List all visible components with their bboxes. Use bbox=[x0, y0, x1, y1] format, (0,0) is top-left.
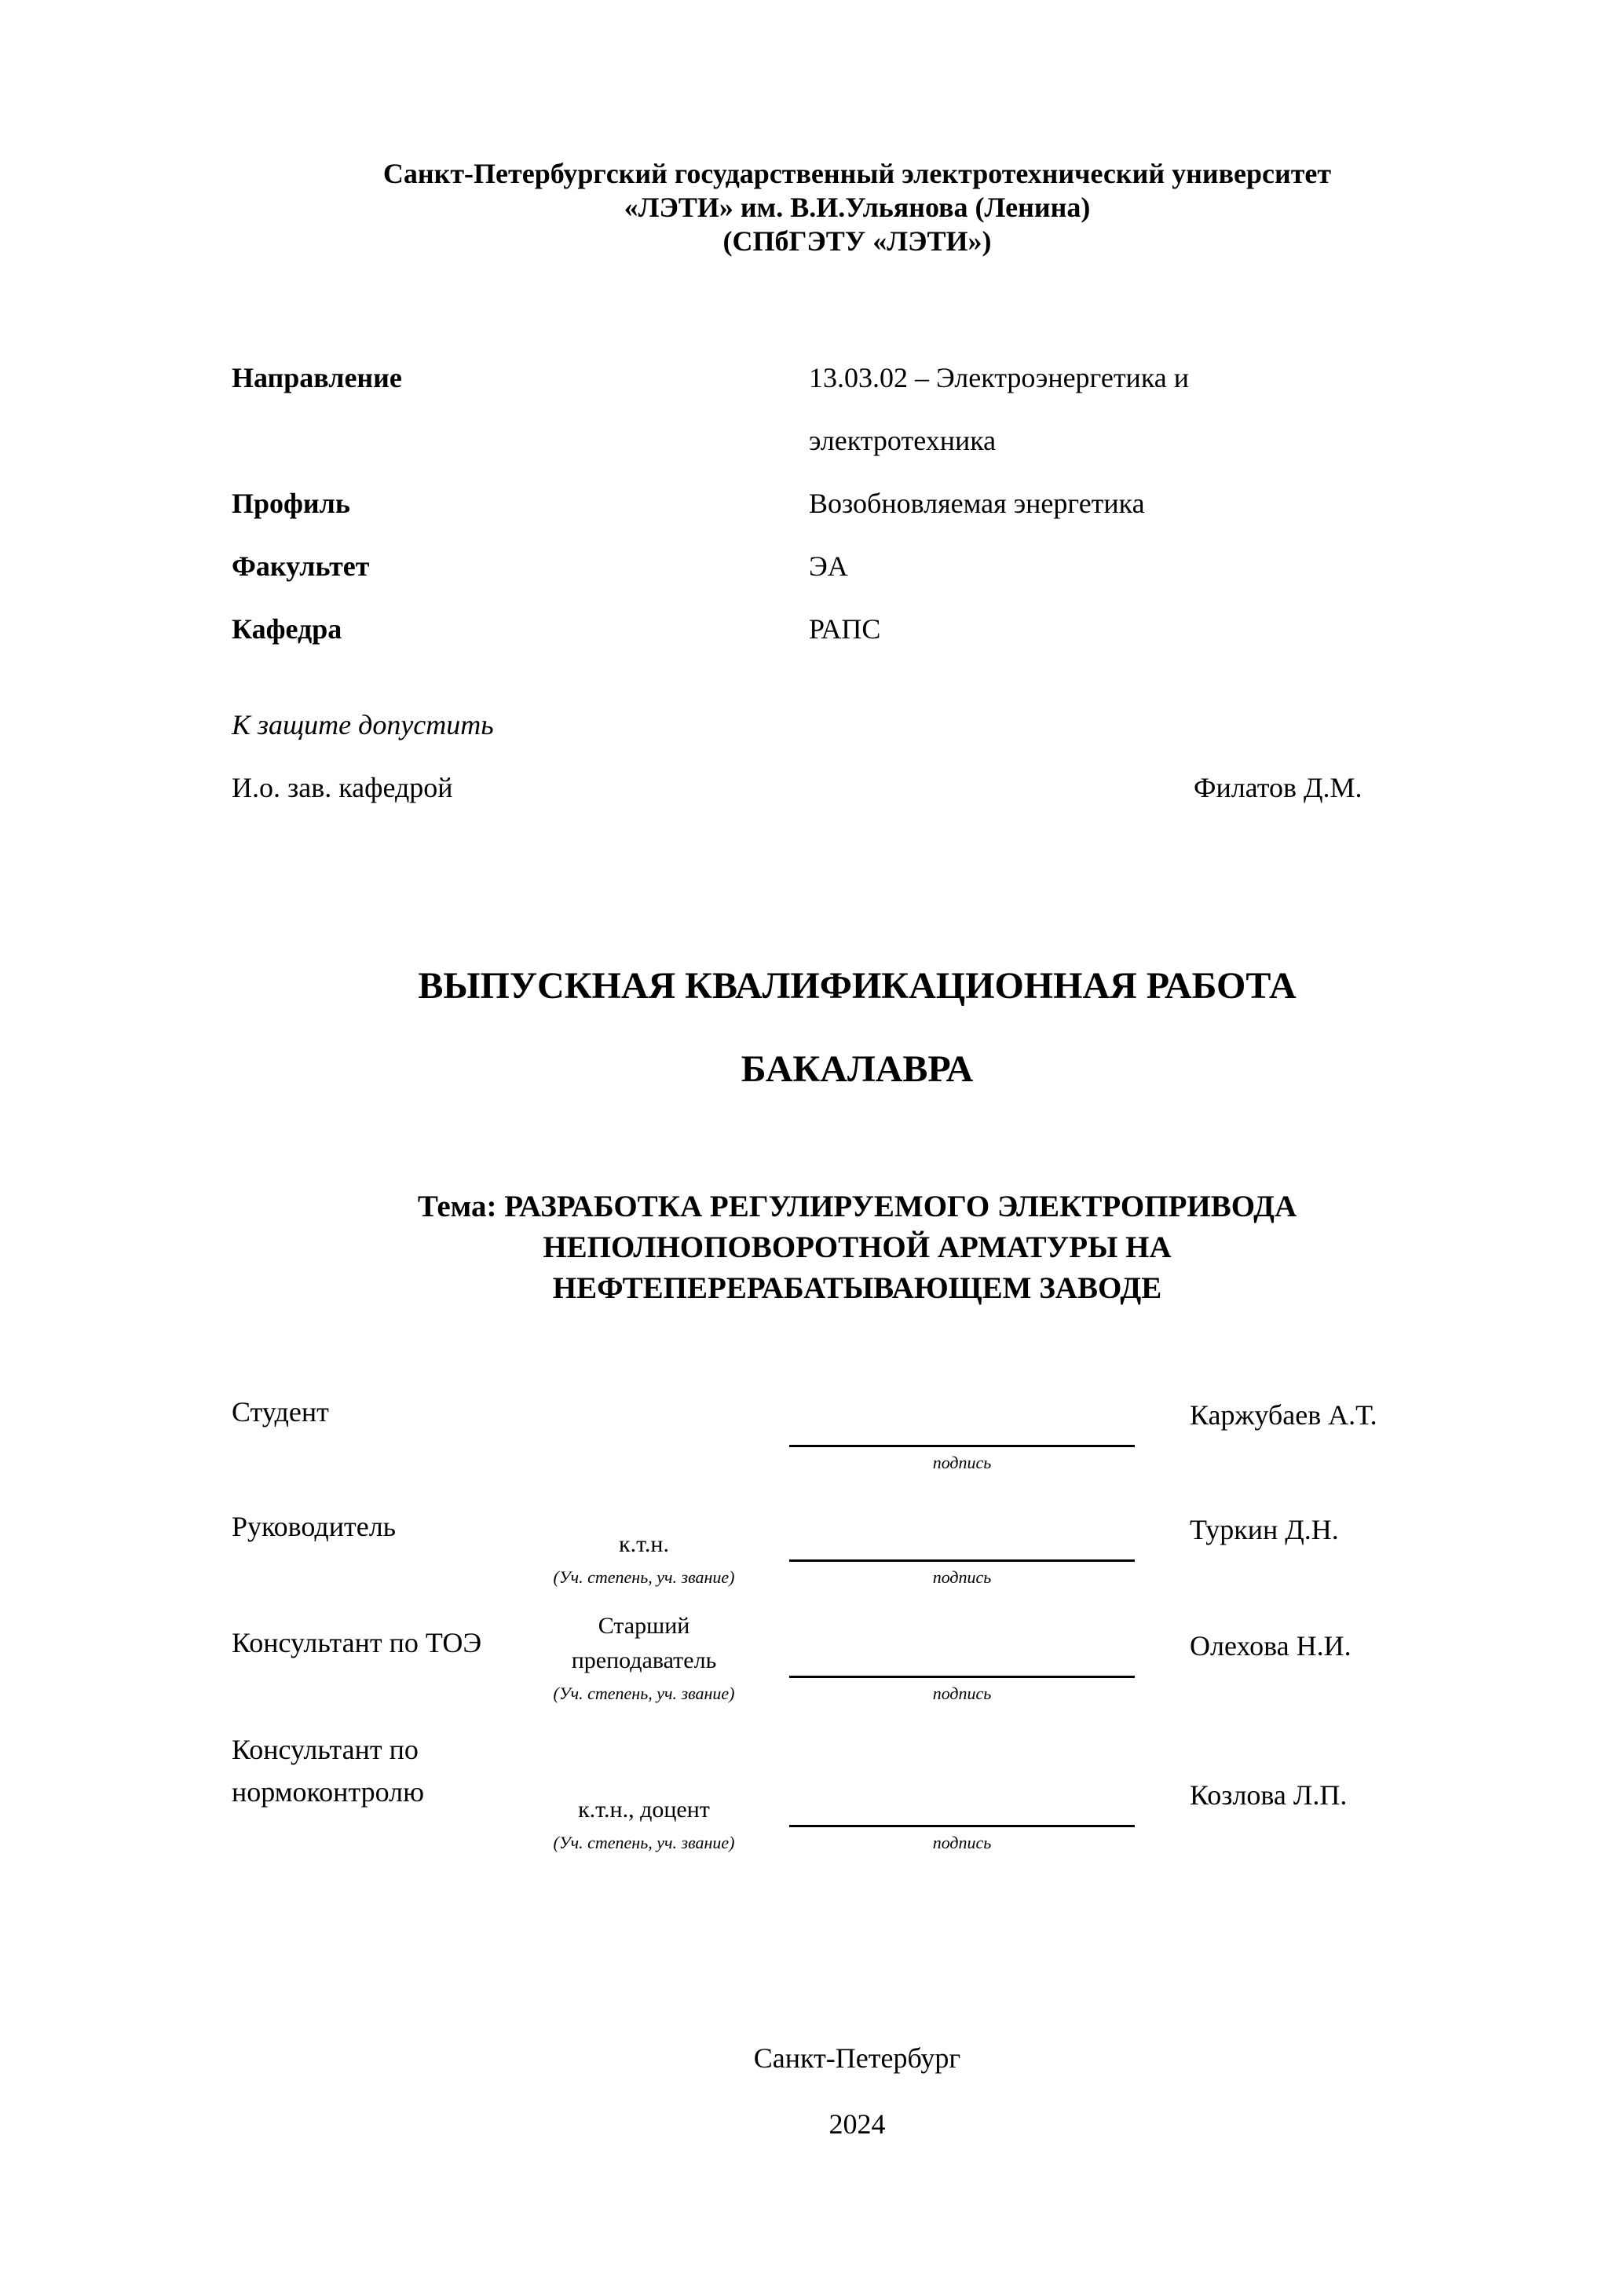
work-title-line-1: ВЫПУСКНАЯ КВАЛИФИКАЦИОННАЯ РАБОТА bbox=[418, 965, 1297, 1007]
field-label-profile: Профиль bbox=[232, 488, 350, 519]
university-name-line-2: «ЛЭТИ» им. В.И.Ульянова (Ленина) bbox=[624, 192, 1091, 223]
signature-cell bbox=[774, 1445, 1150, 1474]
admission-position: И.о. зав. кафедрой bbox=[232, 772, 453, 803]
work-title-line-2: БАКАЛАВРА bbox=[741, 1048, 974, 1090]
page-footer bbox=[232, 2025, 1483, 2157]
thesis-theme-wrap bbox=[232, 1186, 1483, 1309]
degree-note: (Уч. степень, уч. звание) bbox=[553, 1833, 735, 1852]
person-name: Туркин Д.Н. bbox=[1190, 1514, 1339, 1545]
field-value-direction: 13.03.02 – Электроэнергетика и электротехника bbox=[809, 362, 1190, 456]
degree-cell bbox=[514, 1793, 774, 1854]
work-title bbox=[232, 945, 1483, 1111]
signature-note: подпись bbox=[932, 1684, 992, 1703]
role-label: Консультант по нормоконтролю bbox=[232, 1734, 424, 1808]
role-label: Руководитель bbox=[232, 1511, 397, 1542]
signature-cell bbox=[774, 1825, 1150, 1854]
signature-cell bbox=[774, 1559, 1150, 1589]
role-label: Консультант по ТОЭ bbox=[232, 1627, 482, 1658]
university-name-line-1: Санкт-Петербургский государственный электротехнический университет bbox=[382, 158, 1332, 189]
signature-row-supervisor bbox=[232, 1505, 1483, 1589]
signature-table bbox=[232, 1391, 1483, 1854]
signature-note: подпись bbox=[932, 1453, 992, 1472]
degree-note: (Уч. степень, уч. звание) bbox=[553, 1684, 735, 1703]
degree-label: к.т.н., доцент bbox=[578, 1797, 710, 1823]
signature-line bbox=[789, 1445, 1135, 1447]
signature-row-consultant-normcontrol bbox=[232, 1728, 1483, 1854]
signature-line bbox=[789, 1825, 1135, 1827]
person-name: Козлова Л.П. bbox=[1190, 1779, 1348, 1811]
field-row-department bbox=[232, 598, 1483, 660]
admission-block bbox=[232, 693, 1483, 819]
field-row-profile bbox=[232, 472, 1483, 535]
field-value-profile: Возобновляемая энергетика bbox=[809, 488, 1145, 519]
thesis-theme: Тема: РАЗРАБОТКА РЕГУЛИРУЕМОГО ЭЛЕКТРОПРИВОДА НЕПОЛНОПОВОРОТНОЙ АРМАТУРЫ НА НЕФТЕПЕРЕРАБАТЫВАЮЩЕМ ЗАВОДЕ bbox=[417, 1190, 1297, 1305]
signature-note: подпись bbox=[932, 1833, 992, 1852]
degree-note: (Уч. степень, уч. звание) bbox=[553, 1567, 735, 1587]
field-value-department: РАПС bbox=[809, 613, 881, 645]
footer-city: Санкт-Петербург bbox=[753, 2042, 961, 2074]
field-label-faculty: Факультет bbox=[232, 550, 370, 582]
field-label-direction: Направление bbox=[232, 362, 402, 393]
degree-cell bbox=[514, 1470, 774, 1474]
signature-cell bbox=[774, 1676, 1150, 1705]
degree-label: Старший преподаватель bbox=[571, 1613, 717, 1673]
signature-note: подпись bbox=[932, 1567, 992, 1587]
person-name: Каржубаев А.Т. bbox=[1190, 1399, 1377, 1431]
field-label-department: Кафедра bbox=[232, 613, 342, 645]
university-abbreviation: (СПбГЭТУ «ЛЭТИ») bbox=[722, 225, 992, 257]
signature-line bbox=[789, 1676, 1135, 1678]
footer-year: 2024 bbox=[828, 2108, 886, 2140]
field-value-faculty: ЭА bbox=[809, 550, 848, 582]
degree-label: к.т.н. bbox=[619, 1531, 669, 1557]
program-fields bbox=[232, 346, 1483, 660]
person-name: Олехова Н.И. bbox=[1190, 1630, 1352, 1662]
degree-cell bbox=[514, 1609, 774, 1705]
signature-line bbox=[789, 1559, 1135, 1562]
signature-row-consultant-toe bbox=[232, 1609, 1483, 1705]
field-row-direction bbox=[232, 346, 1483, 472]
field-row-faculty bbox=[232, 535, 1483, 598]
signature-row-student bbox=[232, 1391, 1483, 1474]
role-label: Студент bbox=[232, 1396, 329, 1428]
university-header bbox=[232, 157, 1483, 258]
admission-row bbox=[232, 756, 1483, 819]
admission-approver-name: Филатов Д.М. bbox=[1194, 772, 1362, 803]
admission-statement: К защите допустить bbox=[232, 709, 494, 740]
degree-cell bbox=[514, 1527, 774, 1589]
